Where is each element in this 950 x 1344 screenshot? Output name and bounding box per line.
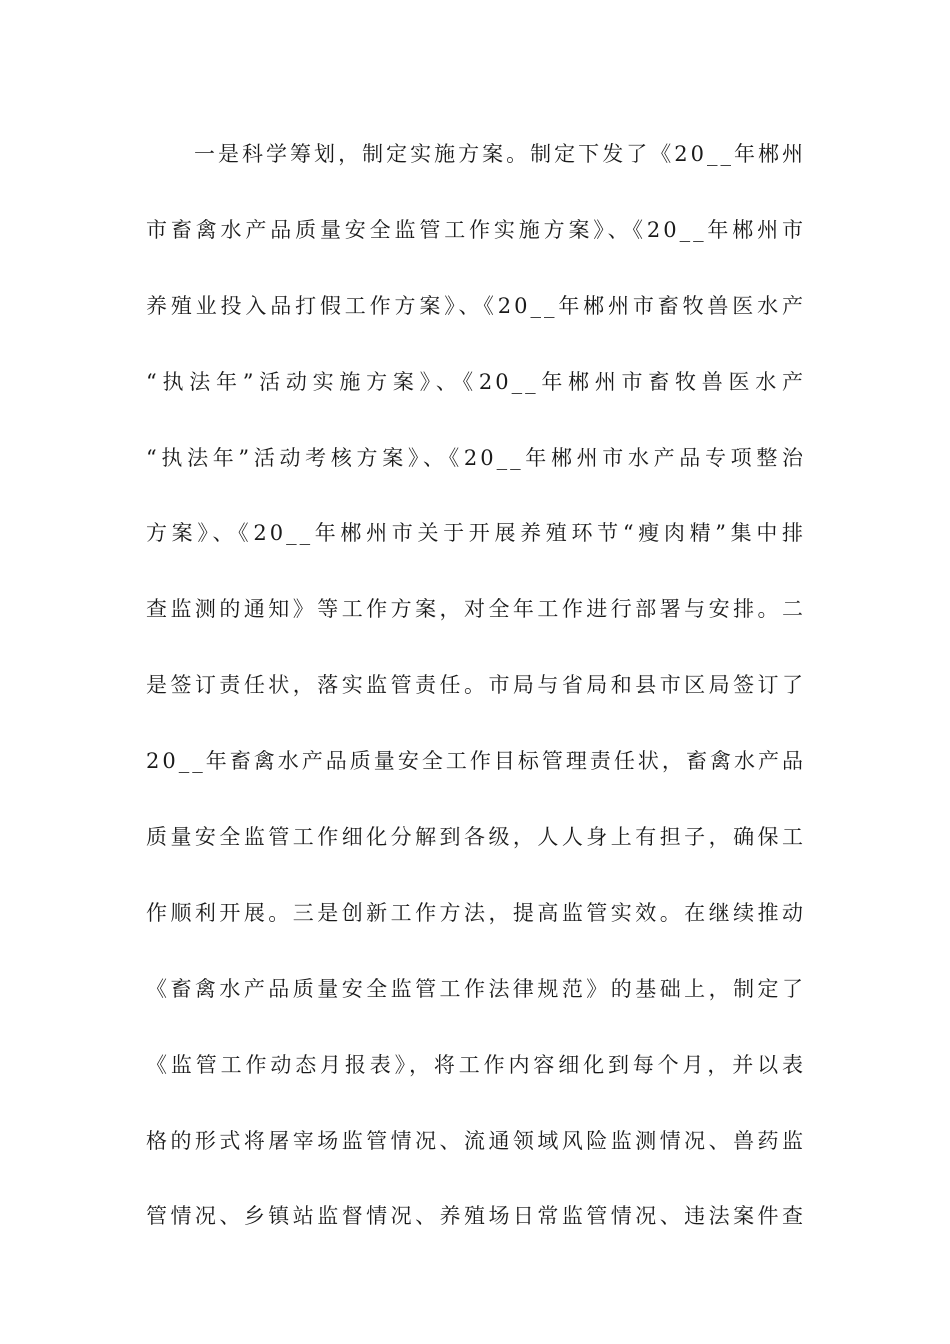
- text-line: 市畜禽水产品质量安全监管工作实施方案》、《20__年郴州市: [146, 217, 806, 242]
- text-line: 作顺利开展。三是创新工作方法，提高监管实效。在继续推动: [146, 900, 806, 925]
- text-line: 一是科学筹划，制定实施方案。制定下发了《20__年郴州: [194, 142, 806, 166]
- text-line: 查监测的通知》等工作方案，对全年工作进行部署与安排。二: [146, 597, 806, 622]
- text-line: “执法年”活动考核方案》、《20__年郴州市水产品专项整治: [146, 445, 806, 470]
- text-line: 质量安全监管工作细化分解到各级，人人身上有担子，确保工: [146, 825, 806, 850]
- text-line: 《畜禽水产品质量安全监管工作法律规范》的基础上，制定了: [146, 976, 806, 1001]
- text-line: 《监管工作动态月报表》，将工作内容细化到每个月，并以表: [146, 1052, 806, 1077]
- text-line: 管情况、乡镇站监督情况、养殖场日常监管情况、违法案件查: [146, 1204, 806, 1229]
- text-line: 20__年畜禽水产品质量安全工作目标管理责任状，畜禽水产品: [146, 749, 806, 774]
- text-line: 养殖业投入品打假工作方案》、《20__年郴州市畜牧兽医水产: [146, 293, 806, 318]
- text-line: 方案》、《20__年郴州市关于开展养殖环节“瘦肉精”集中排: [146, 521, 806, 546]
- text-line: 格的形式将屠宰场监管情况、流通领域风险监测情况、兽药监: [146, 1128, 806, 1153]
- text-line: 是签订责任状，落实监管责任。市局与省局和县市区局签订了: [146, 673, 806, 698]
- text-line: “执法年”活动实施方案》、《20__年郴州市畜牧兽医水产: [146, 369, 806, 394]
- body-paragraph: [146, 133, 806, 1271]
